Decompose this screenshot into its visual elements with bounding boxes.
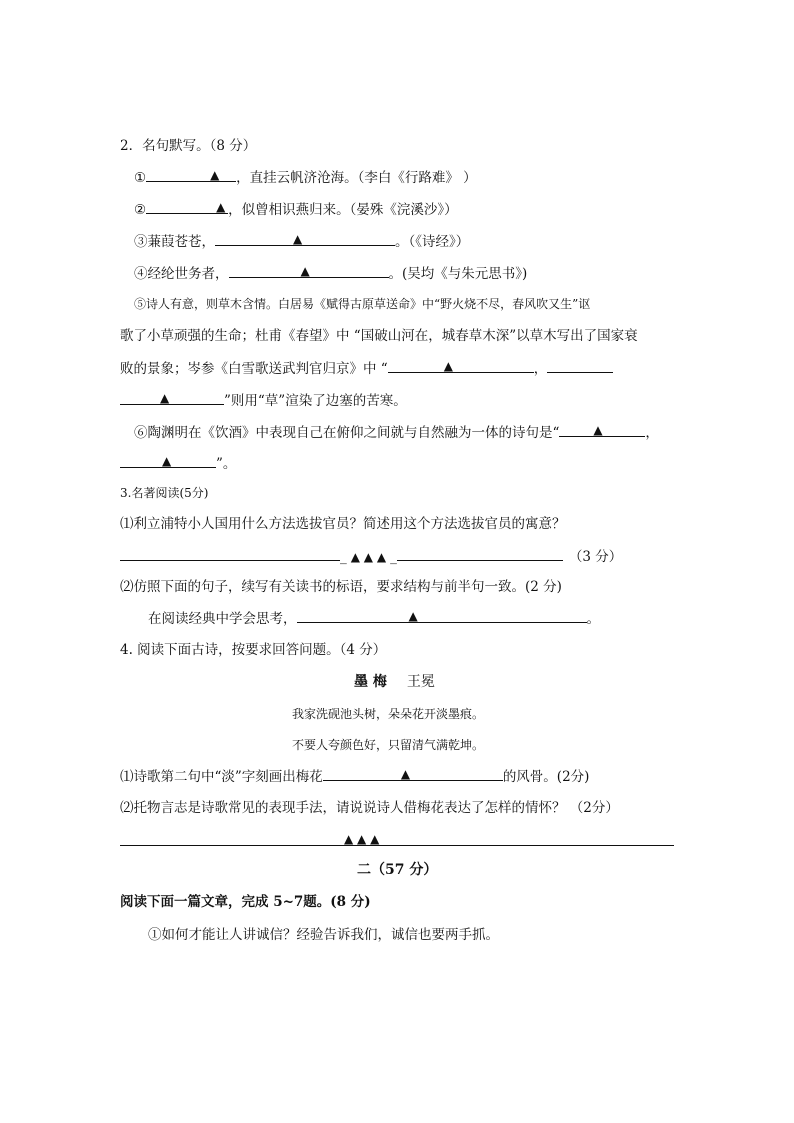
q2-item3-after: 。（《诗经》） (395, 234, 470, 250)
section2-intro: 阅读下面一篇文章，完成 5~7题。(8 分) (120, 894, 371, 910)
q4-sub2-markers: ▲ ▲ ▲ (344, 832, 380, 846)
section2-para1: ①如何才能让人讲诚信？经验告诉我们，诚信也要两手抓。 (148, 927, 499, 943)
q2-item6-line1-after: ， (645, 425, 659, 441)
poem-title: 墨 梅 (354, 674, 387, 690)
q3-sub1-score: （3 分） (568, 549, 623, 565)
q2-item5-blank1 (388, 358, 534, 373)
q2-item4 (134, 263, 527, 284)
q2-item2-blank (146, 199, 228, 214)
poem-title-row (354, 672, 435, 692)
q3-sub2: ⑵仿照下面的句子，续写有关读书的标语，要求结构与前半句一致。(2 分) (120, 579, 562, 595)
q2-title: 2．名句默写。（8 分） (120, 138, 257, 154)
q2-item5-line3 (120, 358, 613, 379)
marker-icon: ▲ (593, 423, 603, 437)
q2-item2-num: ② (134, 202, 147, 218)
q3-sub1-prefix: _ (340, 549, 347, 565)
marker-icon: ▲ (160, 391, 170, 405)
q3-sub2-answer (148, 608, 600, 629)
q4-sub1-blank (323, 766, 503, 781)
q4-sub1 (120, 766, 589, 787)
q2-item2 (134, 199, 458, 220)
q4-title: 4. 阅读下面古诗，按要求回答问题。（4 分） (120, 642, 387, 658)
q2-item1 (134, 167, 477, 188)
marker-icon: ▲ (443, 359, 453, 373)
q2-item3-blank (215, 231, 395, 246)
q4-answer-line (120, 845, 674, 846)
q4-sub1-before: ⑴诗歌第二句中“淡”字刻画出梅花 (120, 769, 323, 785)
poem-line-2: 不要人夸颜色好，只留清气满乾坤。 (292, 738, 485, 752)
marker-icon: ▲ (293, 232, 303, 246)
q3-sub1-blank-left (120, 546, 340, 561)
q2-item6-line2-after: ”。 (216, 456, 237, 472)
q2-item4-after: 。(吴均《与朱元思书》) (388, 266, 528, 282)
q3-sub1-blank-right (397, 546, 563, 561)
q2-item3-before: ③蒹葭苍苍， (134, 234, 215, 250)
q4-sub2: ⑵托物言志是诗歌常见的表现手法，请说说诗人借梅花表达了怎样的情怀？ （2分） (120, 800, 619, 816)
q2-item1-text: ，直挂云帆济沧海。（李白《行路难》 ） (236, 170, 477, 186)
q3-sub1-answer (120, 546, 622, 567)
q2-item5-line4 (120, 390, 407, 411)
marker-icon: ▲ (216, 200, 226, 214)
q2-item1-blank (146, 167, 236, 182)
q4-sub1-after: 的风骨。(2分) (502, 769, 590, 785)
q2-item5-line4-after: ”则用“草”渲染了边塞的苦寒。 (224, 393, 407, 409)
poem-author: 王冕 (406, 674, 435, 690)
q3-sub2-blank (297, 608, 587, 623)
marker-icon: ▲ (210, 168, 220, 182)
q2-item6-line1-text: ⑥陶渊明在《饮酒》中表现自己在俯仰之间就与自然融为一体的诗句是“ (134, 425, 560, 441)
q2-item4-before: ④经纶世务者， (134, 266, 229, 282)
q2-item2-text: ，似曾相识燕归来。（晏殊《浣溪沙》） (228, 202, 458, 218)
q2-item5-line1: ⑤诗人有意，则草木含情。白居易《赋得古原草送命》中“野火烧不尽，春风吹又生”讴 (134, 297, 591, 311)
q2-item6-line1 (134, 422, 659, 443)
q3-sub1: ⑴利立浦特小人国用什么方法选拔官员？简述用这个方法选拔官员的寓意？ (120, 516, 566, 532)
q2-item5-line3-mid: ， (533, 361, 548, 377)
q2-item5-line3-before: 败的景象；岑参《白雪歌送武判官归京》中 “ (120, 361, 388, 377)
q2-item5-line2: 歌了小草顽强的生命；杜甫《春望》中 “国破山河在，城春草木深”以草木写出了国家衰 (120, 328, 638, 344)
q2-item5-blank3 (120, 390, 224, 405)
q2-item6-line2 (120, 453, 236, 474)
marker-icon: ▲ (162, 454, 172, 468)
marker-icon: ▲ (408, 609, 418, 623)
q3-sub1-suffix: _ (390, 549, 397, 565)
q2-item6-blank1 (559, 422, 645, 437)
q2-item1-num: ① (134, 170, 147, 186)
marker-icon: ▲ (400, 767, 411, 781)
q2-item4-blank (229, 263, 389, 278)
q3-sub2-before: 在阅读经典中学会思考， (148, 611, 297, 627)
q3-sub2-after: 。 (586, 611, 600, 627)
q2-item5-blank2 (547, 358, 613, 373)
section2-title: 二（57 分） (357, 862, 438, 878)
poem-line-1: 我家洗砚池头树，朵朵花开淡墨痕。 (292, 707, 485, 721)
q3-title: 3.名著阅读(5分) (120, 486, 209, 500)
marker-icon: ▲ (300, 264, 310, 278)
q2-item3 (134, 231, 469, 252)
q2-item6-blank2 (120, 453, 216, 468)
q3-sub1-markers: ▲ ▲ ▲ (350, 550, 387, 564)
